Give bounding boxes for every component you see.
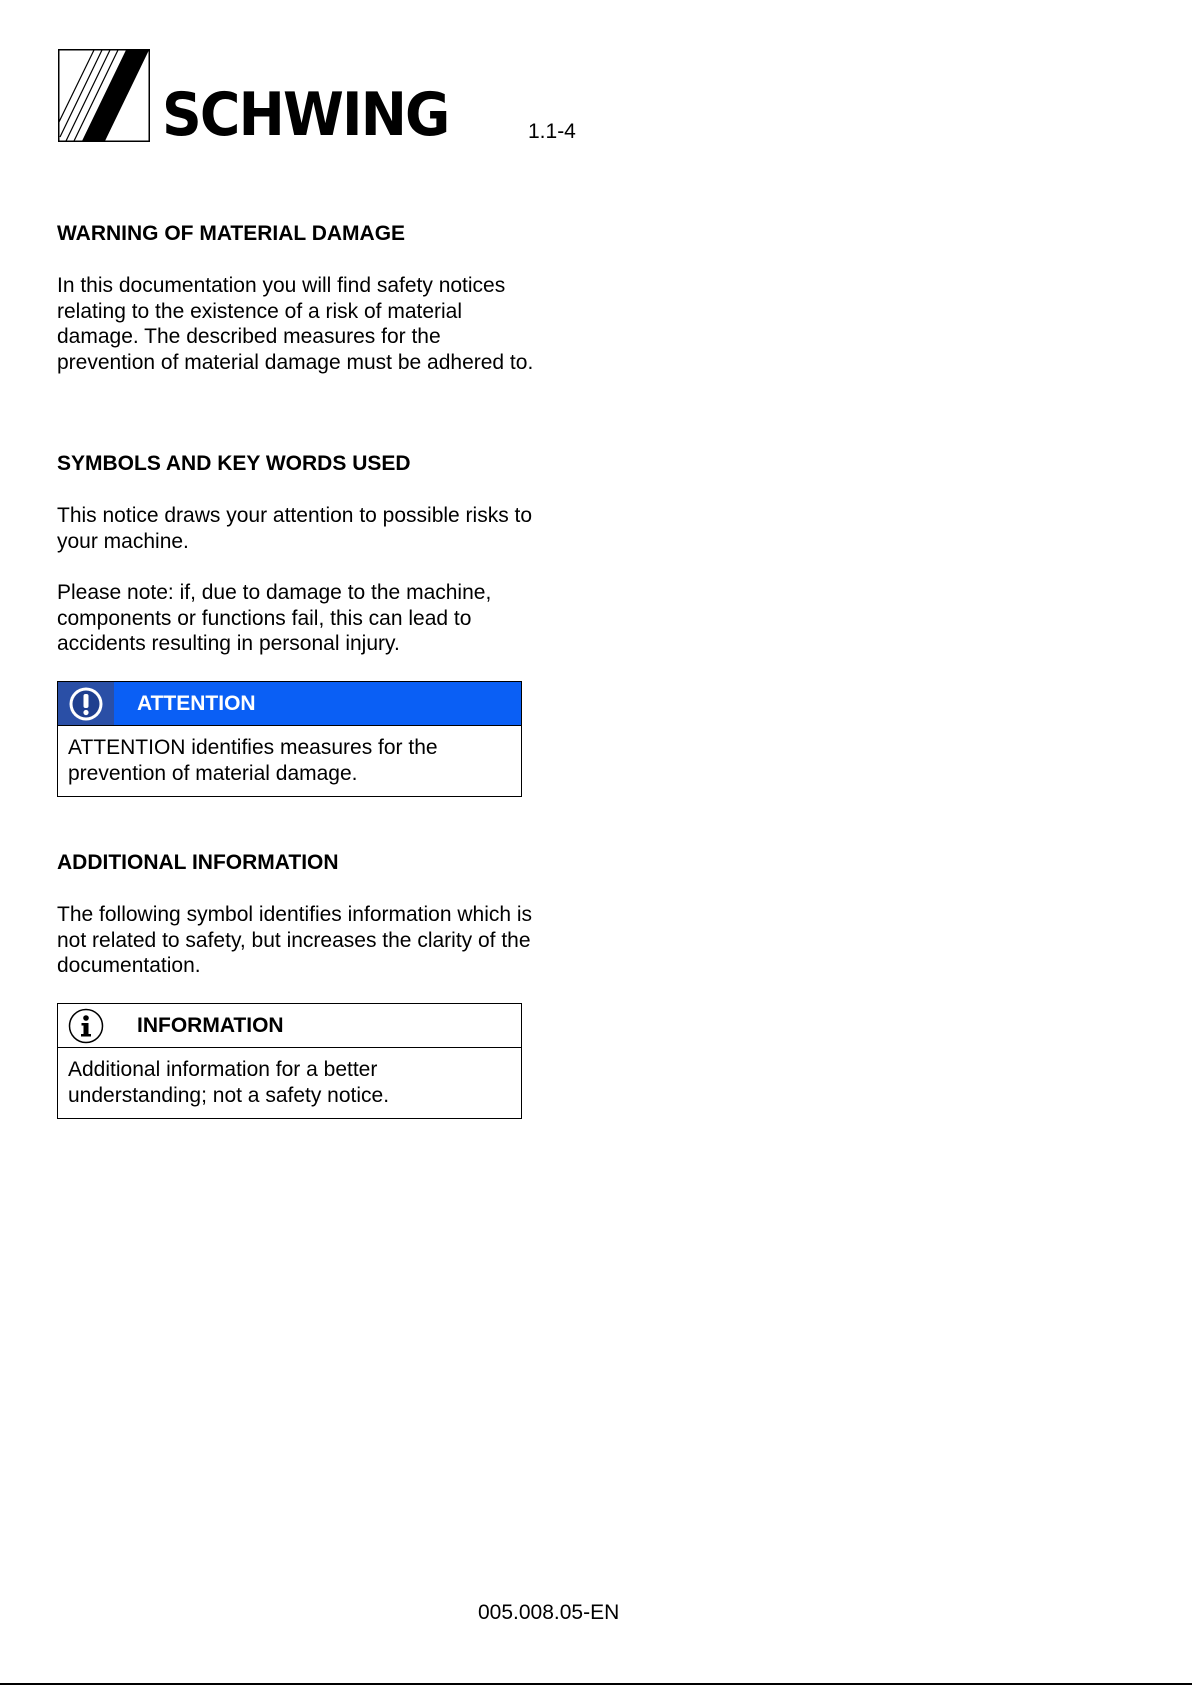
information-notice-box bbox=[57, 1003, 522, 1119]
page-number: 1.1-4 bbox=[528, 120, 576, 143]
section-text-additional: The following symbol identifies information which is not related to safety, but increases the clarity of the documentation. bbox=[57, 903, 533, 977]
document-code: 005.008.05-EN bbox=[478, 1601, 620, 1624]
section-heading-symbols: SYMBOLS AND KEY WORDS USED bbox=[57, 452, 411, 475]
attention-title: ATTENTION bbox=[137, 692, 256, 715]
attention-notice-header bbox=[58, 682, 521, 726]
schwing-slash-logo-icon bbox=[58, 49, 150, 142]
information-notice-header bbox=[58, 1004, 521, 1048]
section-text-symbols-1: This notice draws your attention to possible risks to your machine. bbox=[57, 504, 533, 553]
section-text-warning: In this documentation you will find safety notices relating to the existence of a risk of material damage. The described measures for the prevention of material damage must be adhered to. bbox=[57, 274, 534, 374]
section-text-symbols-2: Please note: if, due to damage to the machine, components or functions fail, this can lead to accidents resulting in personal injury. bbox=[57, 581, 492, 655]
information-body: Additional information for a better understanding; not a safety notice. bbox=[68, 1058, 390, 1107]
section-heading-additional: ADDITIONAL INFORMATION bbox=[57, 851, 339, 874]
attention-notice-box bbox=[57, 681, 522, 797]
attention-body: ATTENTION identifies measures for the prevention of material damage. bbox=[68, 736, 438, 785]
exclamation-circle-icon bbox=[58, 682, 114, 725]
section-heading-warning: WARNING OF MATERIAL DAMAGE bbox=[57, 222, 406, 245]
information-title: INFORMATION bbox=[137, 1014, 284, 1037]
brand-logotype: SCHWING bbox=[162, 80, 449, 150]
info-circle-icon bbox=[58, 1004, 114, 1047]
